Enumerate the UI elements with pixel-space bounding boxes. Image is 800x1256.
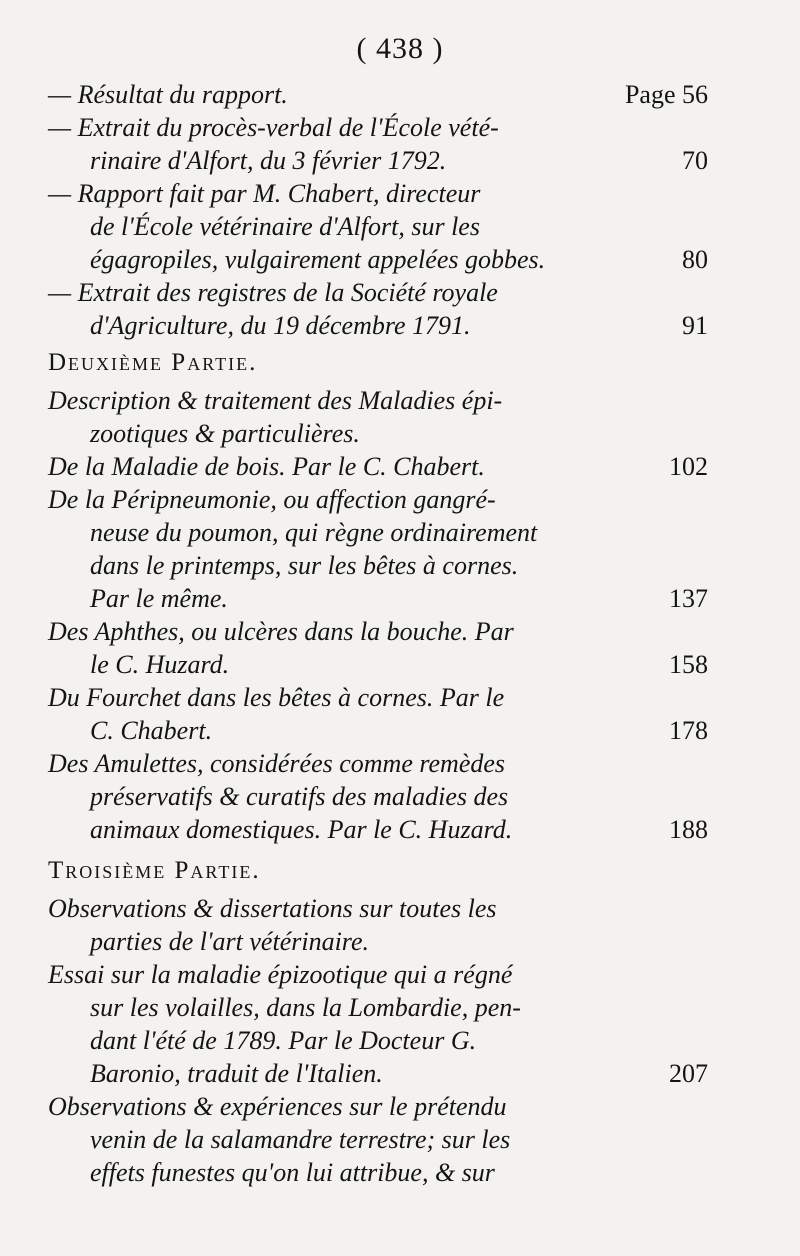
toc-entry-line: zootiques & particulières. [90,419,360,448]
toc-entry-line: le C. Huzard. [90,650,230,679]
toc-page-ref: 80 [682,245,708,274]
toc-list-part-1 [48,78,708,342]
toc-entry-line: neuse du poumon, qui règne ordinairement [90,518,538,547]
toc-entry-line: C. Chabert. [90,716,213,745]
toc-page-ref: 188 [669,815,708,844]
toc-page-ref: 137 [669,584,708,613]
toc-page-ref: Page 56 [624,80,708,109]
toc-entry [48,615,708,681]
toc-page-ref: 102 [669,452,708,481]
toc-entry-line: Des Amulettes, considérées comme remèdes [48,749,506,778]
toc-page-ref: 70 [682,146,708,175]
toc-entry [48,384,708,450]
toc-entry [48,78,708,111]
toc-entry [48,177,708,276]
toc-entry [48,958,708,1090]
toc-entry-line: — Résultat du rapport. [48,80,288,109]
toc-entry [48,747,708,846]
toc-entry [48,450,708,483]
toc-entry-line: Observations & expériences sur le prétendu [48,1092,507,1121]
toc-list-part-3 [48,892,708,1189]
section-heading-part-3: Troisième Partie. [48,857,261,884]
toc-entry-line: dans le printemps, sur les bêtes à cornes. [90,551,519,580]
toc-entry-line: préservatifs & curatifs des maladies des [90,782,509,811]
toc-entry [48,1090,708,1189]
toc-entry-line: Essai sur la maladie épizootique qui a régné [48,960,513,989]
toc-entry-line: de l'École vétérinaire d'Alfort, sur les [90,212,480,241]
toc-page-ref: 91 [682,311,708,340]
toc-entry-line: Baronio, traduit de l'Italien. [90,1059,383,1088]
toc-entry [48,681,708,747]
toc-page-ref: 178 [669,716,708,745]
toc-entry-line: animaux domestiques. Par le C. Huzard. [90,815,513,844]
toc-entry-line: De la Maladie de bois. Par le C. Chabert. [48,452,485,481]
toc-entry-line: De la Péripneumonie, ou affection gangré- [48,485,496,514]
toc-entry-line: — Rapport fait par M. Chabert, directeur [48,179,481,208]
toc-entry-line: — Extrait du procès-verbal de l'École vété- [48,113,499,142]
toc-entry-line: Du Fourchet dans les bêtes à cornes. Par le [48,683,505,712]
toc-entry-line: égagropiles, vulgairement appelées gobbes. [90,245,546,274]
section-heading-part-2: Deuxième Partie. [48,349,258,376]
toc-entry [48,276,708,342]
toc-entry [48,892,708,958]
toc-list-part-2 [48,384,708,846]
toc-entry-line: Par le même. [90,584,228,613]
toc-entry-line: parties de l'art vétérinaire. [90,927,369,956]
toc-entry-line: venin de la salamandre terrestre; sur les [90,1125,511,1154]
toc-entry-line: effets funestes qu'on lui attribue, & sur [90,1158,495,1187]
toc-entry-line: — Extrait des registres de la Société royale [48,278,498,307]
toc-entry-line: rinaire d'Alfort, du 3 février 1792. [90,146,447,175]
toc-entry-line: dant l'été de 1789. Par le Docteur G. [90,1026,477,1055]
toc-entry [48,483,708,615]
toc-entry-line: sur les volailles, dans la Lombardie, pen- [90,993,521,1022]
toc-entry-line: Description & traitement des Maladies épi- [48,386,503,415]
toc-entry [48,111,708,177]
toc-page-ref: 207 [669,1059,708,1088]
table-of-contents [48,78,708,1189]
page-number: ( 438 ) [356,32,444,65]
toc-entry-line: d'Agriculture, du 19 décembre 1791. [90,311,471,340]
toc-page-ref: 158 [669,650,708,679]
toc-entry-line: Observations & dissertations sur toutes les [48,894,497,923]
toc-entry-line: Des Aphthes, ou ulcères dans la bouche. Par [48,617,514,646]
